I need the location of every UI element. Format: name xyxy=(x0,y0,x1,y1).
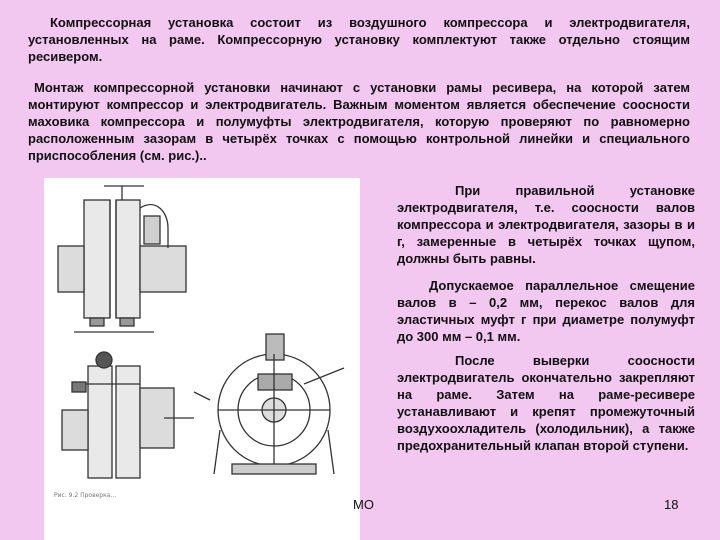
alignment-figure xyxy=(44,178,360,540)
figure-caption: Рис. 9.2 Проверка... xyxy=(54,492,117,499)
footer-label: МО xyxy=(353,497,374,512)
alignment-diagram xyxy=(44,178,360,540)
tolerance-note: Допускаемое параллельное смещение валов в – 0,2 мм, перекос валов для эластичных муфт г при диаметре полумуфт до 300 мм – 0,1 мм. xyxy=(397,278,695,344)
page-number: 18 xyxy=(664,497,679,512)
mounting-paragraph: Монтаж компрессорной установки начинают с установки рамы ресивера, на которой затем монтируют компрессор и электродвигатель. Важным моментом является обеспечение соосности маховика компрессора и полумуфты электродвигателя, которую проверяют по равномерно расположенным зазорам в четырёх точках с помощью контрольной линейки и специального приспособления (см. рис.).. xyxy=(28,80,690,163)
intro-paragraph: Компрессорная установка состоит из воздушного компрессора и электродвигателя, установленных на раме. Компрессорную установку комплектуют также отдельно стоящим ресивером. xyxy=(28,15,690,64)
alignment-note: При правильной установке электродвигателя, т.е. соосности валов компрессора и электродвигателя, зазоры в и г, замеренные в четырёх точках щупом, должны быть равны. xyxy=(397,183,695,266)
fastening-note: После выверки соосности электродвигатель окончательно закрепляют на раме. Затем на раме-ресивере устанавливают и крепят промежуточный воздухоохладитель (холодильник), а также предохранительный клапан второй ступени. xyxy=(397,353,695,453)
